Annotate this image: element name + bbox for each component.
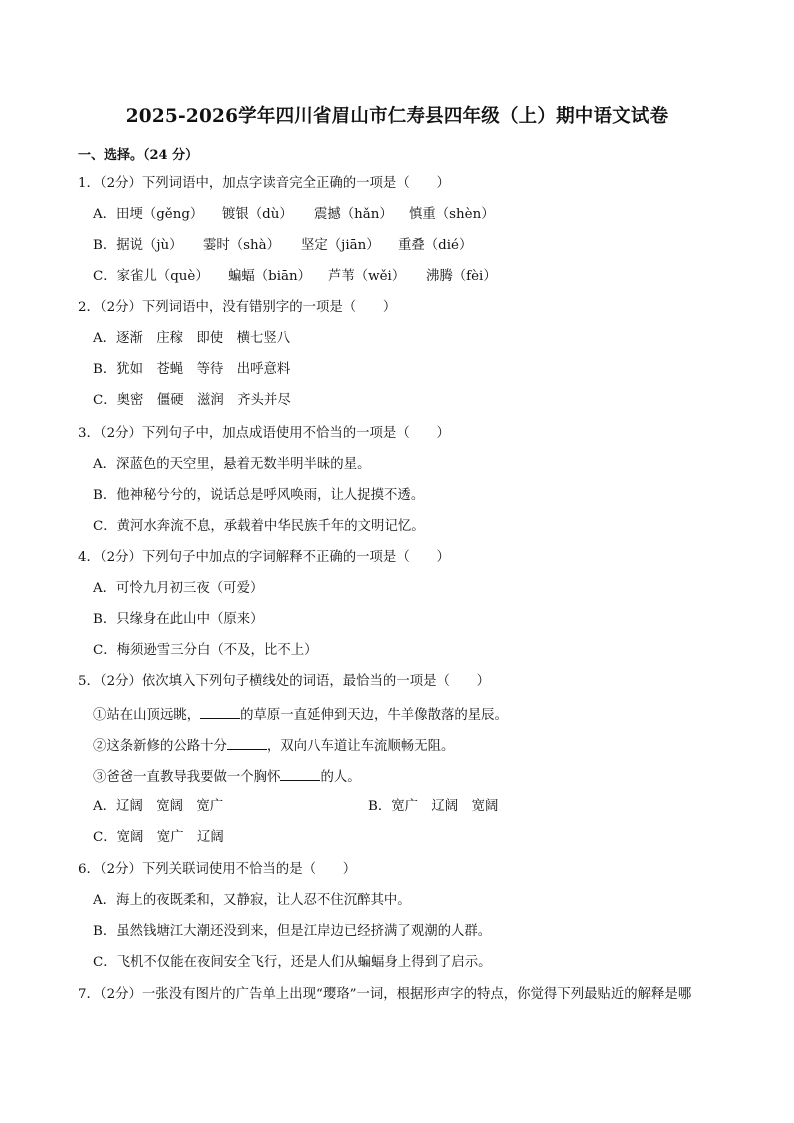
option-item: 震撼（hǎn）: [314, 207, 393, 222]
question-1-option-b: [93, 237, 472, 255]
question-5-option-b: B．宽广 辽阔 宽阔: [368, 799, 499, 814]
question-6-option-b: B．虽然钱塘江大潮还没到来，但是江岸边已经挤满了观潮的人群。: [93, 924, 492, 939]
question-1-option-c: [93, 268, 497, 286]
question-4-option-c: C．梅须逊雪三分白（不及，比不上）: [93, 643, 318, 658]
exam-title: 2025-2026学年四川省眉山市仁寿县四年级（上）期中语文试卷: [125, 106, 669, 127]
sentence-text: ，双向八车道让车流顺畅无阻。: [266, 739, 455, 754]
question-2-stem: 2．（2分）下列词语中，没有错别字的一项是（ ）: [78, 300, 397, 315]
option-item: 镀银（dù）: [222, 207, 293, 222]
question-4-option-b: B．只缘身在此山中（原来）: [93, 612, 264, 627]
option-item: B．据说（jù）: [93, 238, 183, 253]
question-3-option-a: A．深蓝色的天空里，悬着无数半明半昧的星。: [93, 457, 371, 472]
option-item: 霎时（shà）: [203, 238, 281, 253]
option-item: 重叠（dié）: [398, 238, 473, 253]
question-7-stem: 7．（2分）一张没有图片的广告单上出现“璎珞”一词，根据形声字的特点，你觉得下列最贴近的解释是哪: [78, 987, 692, 1002]
question-5-sentence-1: [93, 705, 508, 725]
sentence-text: ①站在山顶远眺，: [93, 708, 201, 723]
question-3-option-b: B．他神秘兮兮的，说话总是呼风唤雨，让人捉摸不透。: [93, 488, 425, 503]
question-1-option-a: [93, 206, 495, 224]
sentence-text: ③爸爸一直教导我要做一个胸怀: [93, 770, 281, 785]
question-2-option-b: B．犹如 苍蝇 等待 出呼意料: [93, 362, 291, 377]
fill-blank: [227, 736, 267, 750]
question-5-option-a: A．辽阔 宽阔 宽广: [93, 799, 224, 814]
question-6-stem: 6．（2分）下列关联词使用不恰当的是（ ）: [78, 862, 357, 877]
question-2-option-a: A．逐渐 庄稼 即使 横七竖八: [93, 331, 291, 346]
question-6-option-a: A．海上的夜既柔和，又静寂，让人忍不住沉醉其中。: [93, 893, 411, 908]
option-item: C．家雀儿（què）: [93, 269, 209, 284]
sentence-text: ②这条新修的公路十分: [93, 739, 227, 754]
question-2-option-c: C．奥密 僵硬 滋润 齐头并尽: [93, 393, 291, 408]
sentence-text: 的草原一直延伸到天边，牛羊像散落的星辰。: [240, 708, 508, 723]
fill-blank: [280, 767, 320, 781]
option-item: 蝙蝠（biān）: [228, 269, 312, 284]
section-heading: 一、选择。（24 分）: [78, 148, 199, 163]
option-item: 芦苇（wěi）: [328, 269, 406, 284]
question-4-option-a: A．可怜九月初三夜（可爱）: [93, 581, 264, 596]
option-item: 慎重（shèn）: [409, 207, 495, 222]
option-item: A．田埂（gěng）: [93, 207, 204, 222]
question-4-stem: 4．（2分）下列句子中加点的字词解释不正确的一项是（ ）: [78, 550, 450, 565]
option-item: 坚定（jiān）: [301, 238, 380, 253]
option-item: 沸腾（fèi）: [426, 269, 497, 284]
sentence-text: 的人。: [320, 770, 361, 785]
question-3-option-c: C．黄河水奔流不息，承载着中华民族千年的文明记忆。: [93, 519, 425, 534]
question-5-stem: 5．（2分）依次填入下列句子横线处的词语，最恰当的一项是（ ）: [78, 674, 491, 689]
question-6-option-c: C．飞机不仅能在夜间安全飞行，还是人们从蝙蝠身上得到了启示。: [93, 955, 492, 970]
question-5-sentence-3: [93, 767, 361, 787]
question-5-sentence-2: [93, 736, 454, 756]
fill-blank: [200, 705, 240, 719]
question-5-option-c: C．宽阔 宽广 辽阔: [93, 830, 224, 845]
question-1-stem: 1．（2分）下列词语中，加点字读音完全正确的一项是（ ）: [78, 176, 450, 191]
question-3-stem: 3．（2分）下列句子中，加点成语使用不恰当的一项是（ ）: [78, 426, 450, 441]
